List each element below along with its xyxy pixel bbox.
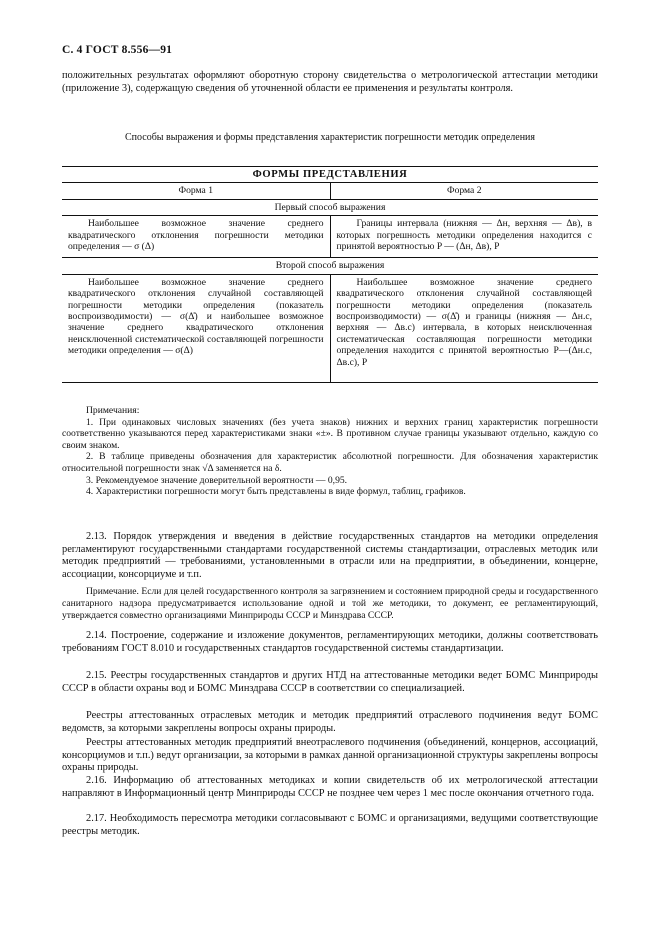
forms-table [62, 166, 598, 383]
paragraph-2-16: 2.16. Информацию об аттестованных методиках и копии свидетельств об их метрологической аттестации направляют в Информационный центр Минприроды СССР не позднее чем через 1 мес после окончания отчетного года. [62, 775, 598, 799]
way1-form2-cell: Границы интервала (нижняя — Δн, верхняя — Δв), в которых погрешность методики определения находится с принятой вероятностью P — (Δн, Δв), P [336, 218, 592, 253]
table-title: ФОРМЫ ПРЕДСТАВЛЕНИЯ [62, 167, 598, 183]
note-3: 3. Рекомендуемое значение доверительной вероятности — 0,95. [86, 474, 348, 486]
paragraph-2-15-c: Реестры аттестованных методик предприятий внеотраслевого подчинения (объединений, концернов, ассоциаций, консорциумов и т.п.) ведут организации, за которыми в рамках данной организационной структуры закреплены вопросы охраны природы. [62, 737, 598, 774]
paragraph-2-15-b: Реестры аттестованных отраслевых методик и методик предприятий отраслевого подчинения ведут БОМС ведомств, за которыми закреплены вопросы охраны природы. [62, 710, 598, 734]
page-header: С. 4 ГОСТ 8.556—91 [62, 44, 173, 56]
paragraph-2-13: 2.13. Порядок утверждения и введения в действие государственных стандартов на методики определения регламентируют государственными стандартами государственной системы стандартизации, отраслевых методик или методик предприятий — требованиями, установленными в отрасли или на предприятии, в объединении, концерне, ассоциации, консорциуме и т.п. [62, 531, 598, 580]
note-2: 2. В таблице приведены обозначения для характеристик абсолютной погрешности. Для обозначения характеристик относительной погрешности знак √Δ заменяется на δ. [62, 451, 598, 474]
column-header-form2: Форма 2 [330, 183, 598, 199]
intro-paragraph: положительных результатах оформляют оборотную сторону свидетельства о метрологической аттестации методики (приложение 3), содержащую сведения об уточненной области ее применения и результаты контроля. [62, 70, 598, 94]
notes-heading: Примечания: [86, 405, 140, 416]
table-notes [62, 405, 598, 498]
paragraph-2-15: 2.15. Реестры государственных стандартов и других НТД на аттестованные методики ведет БОМС Минприроды СССР в области охраны вод и БОМС Минздрава СССР в соответствии со специализацией. [62, 670, 598, 694]
paragraph-2-14: 2.14. Построение, содержание и изложение документов, регламентирующих методики, должны соответствовать требованиям ГОСТ 8.010 и государственных стандартов государственной системы стандартизации. [62, 630, 598, 654]
paragraph-2-13-note: Примечание. Если для целей государственного контроля за загрязнением и состоянием природной среды и государственного санитарного надзора предусматривается использование одной и той же методики, то документ, ее регламентирующий, утверждается совместно организациями Минприроды СССР и Минздрава СССР. [62, 586, 598, 621]
way1-heading: Первый способ выражения [62, 199, 598, 215]
way2-form2-cell: Наибольшее возможное значение среднего квадратического отклонения случайной составляющей погрешности методики определения (показатель воспроизводимости) — σ(Δ̊) и границы (нижняя — Δн.с, верхняя — Δв.с) интервала, в которых неисключенная систематическая составляющая погрешности методики определения находится с принятой вероятностью P—(Δн.с, Δв.с), P [336, 276, 592, 368]
way1-form1-cell: Наибольшее возможное значение среднего квадратического отклонения погрешности методики определения — σ (Δ) [68, 218, 324, 253]
paragraph-2-17: 2.17. Необходимость пересмотра методики согласовывают с БОМС и организациями, ведущими соответствующие реестры методик. [62, 813, 598, 837]
table-caption: Способы выражения и формы представления характеристик погрешности методик определения [124, 132, 535, 143]
way2-heading: Второй способ выражения [62, 258, 598, 274]
note-4: 4. Характеристики погрешности могут быть представлены в виде формул, таблиц, графиков. [86, 486, 466, 498]
way2-form1-cell: Наибольшее возможное значение среднего квадратического отклонения случайной составляющей погрешности методики определения (показатель воспроизводимости) — σ(Δ̊) и наибольшее возможное значение среднего квадратического отклонения неисключенной систематической составляющей погрешности методики определения — σ(Δ) [68, 276, 324, 357]
column-header-form1: Форма 1 [62, 183, 330, 199]
note-1: 1. При одинаковых числовых значениях (без учета знаков) нижних и верхних границ характеристик погрешности соответственно указываются перед характеристиками знаки «±». В противном случае границы указывают отдельно, каждую со своим знаком. [62, 416, 598, 451]
